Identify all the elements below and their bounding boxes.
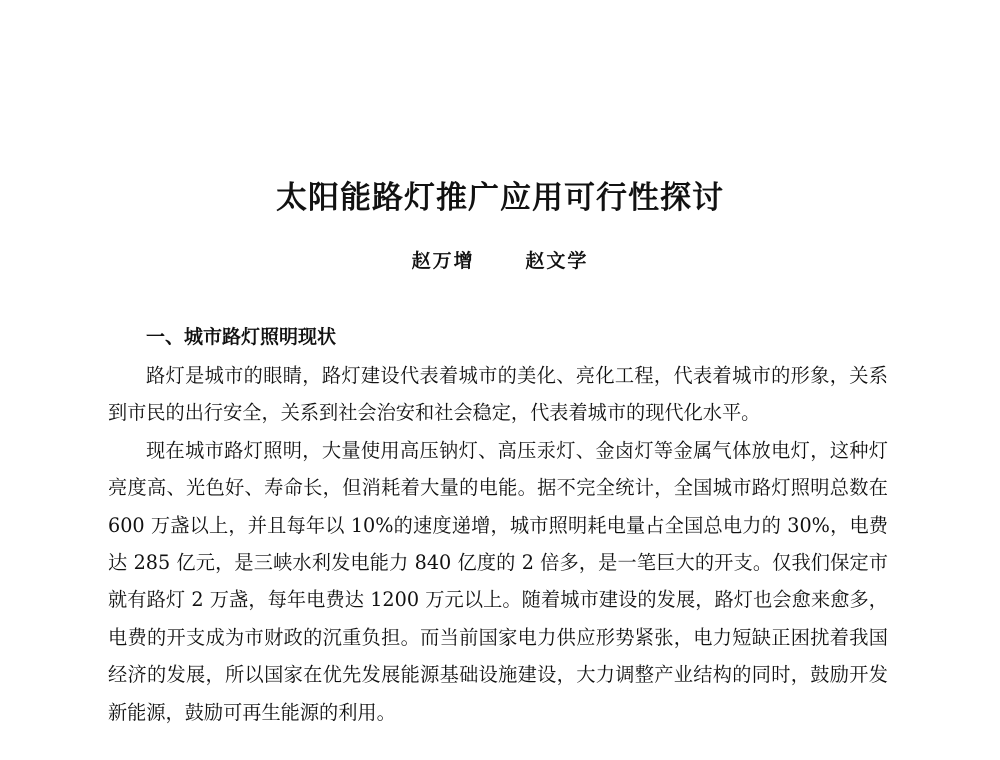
- author-name: 赵文学: [525, 250, 589, 272]
- author-name: 赵万增: [411, 250, 475, 272]
- article-title: 太阳能路灯推广应用可行性探讨: [276, 180, 724, 216]
- article-body: [108, 357, 888, 731]
- paragraph: 现在城市路灯照明，大量使用高压钠灯、高压汞灯、金卤灯等金属气体放电灯，这种灯亮度高、光色好、寿命长，但消耗着大量的电能。据不完全统计，全国城市路灯照明总数在 600 万盏以上，并且每年以 10%的速度递增，城市照明耗电量占全国总电力的 30%，电费达 285 亿元，是三峡水利发电能力 840 亿度的 2 倍多，是一笔巨大的开支。仅我们保定市就有路灯 2 万盏，每年电费达 1200 万元以上。随着城市建设的发展，路灯也会愈来愈多，电费的开支成为市财政的沉重负担。而当前国家电力供应形势紧张，电力短缺正困扰着我国经济的发展，所以国家在优先发展能源基础设施建设，大力调整产业结构的同时，鼓励开发新能源，鼓励可再生能源的利用。: [108, 438, 888, 724]
- paragraph: 路灯是城市的眼睛，路灯建设代表着城市的美化、亮化工程，代表着城市的形象，关系到市民的出行安全，关系到社会治安和社会稳定，代表着城市的现代化水平。: [108, 364, 888, 425]
- section-heading: 一、城市路灯照明现状: [146, 326, 337, 348]
- author-line: [0, 246, 1000, 273]
